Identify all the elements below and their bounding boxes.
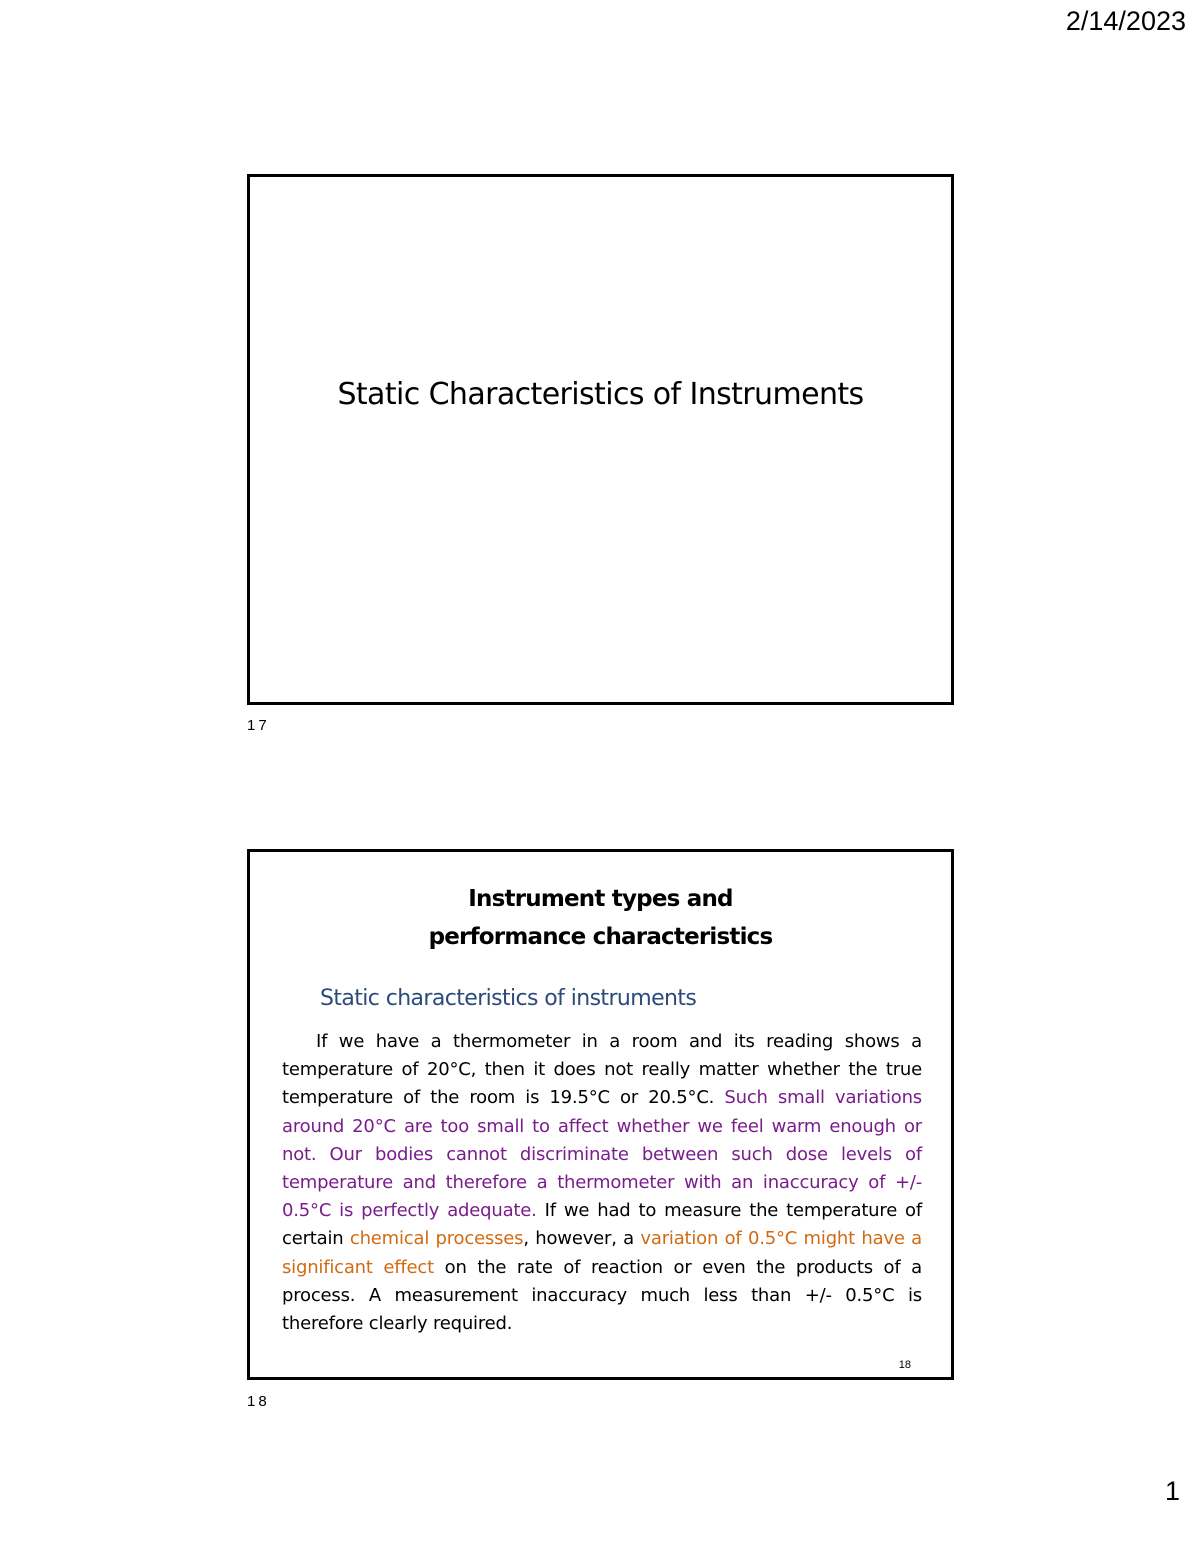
body-paragraph: [282, 1028, 922, 1338]
heading-line-2: performance characteristics: [428, 924, 773, 950]
slide-number-label: 17: [247, 717, 270, 734]
highlight-orange: chemical processes: [349, 1228, 524, 1250]
highlight-orange: variation of 0.5°C might have a significant effect: [282, 1228, 922, 1278]
highlight-purple: Such small variations around 20°C are too small to affect whether we feel warm enough or not. Our bodies cannot discriminate between such dose levels of temperature and therefore a thermometer with an inaccuracy of +/- 0.5°C is perfectly adequate.: [282, 1087, 922, 1222]
slide-number-label: 18: [247, 1393, 270, 1410]
slide-subheading: Static characteristics of instruments: [320, 986, 697, 1011]
slide-18: [247, 849, 954, 1380]
text-segment: If we have a thermometer in a room and its reading shows a temperature of 20°C, then it does not really matter whether the true temperature of the room is 19.5°C or 20.5°C.: [282, 1031, 922, 1109]
text-segment: on the rate of reaction or even the products of a process. A measurement inaccuracy much less than +/- 0.5°C is therefore clearly required.: [282, 1256, 922, 1335]
text-segment: If we had to measure the temperature of certain: [282, 1200, 922, 1250]
print-date: 2/14/2023: [1065, 6, 1186, 36]
slide-inner-number: 18: [898, 1359, 911, 1371]
slide-title: Static Characteristics of Instruments: [337, 377, 864, 412]
page-number: 1: [1164, 1476, 1180, 1506]
slide-17: [247, 174, 954, 705]
slide-heading: [250, 880, 951, 956]
text-segment: , however, a: [523, 1228, 641, 1250]
heading-line-1: Instrument types and: [468, 886, 733, 912]
